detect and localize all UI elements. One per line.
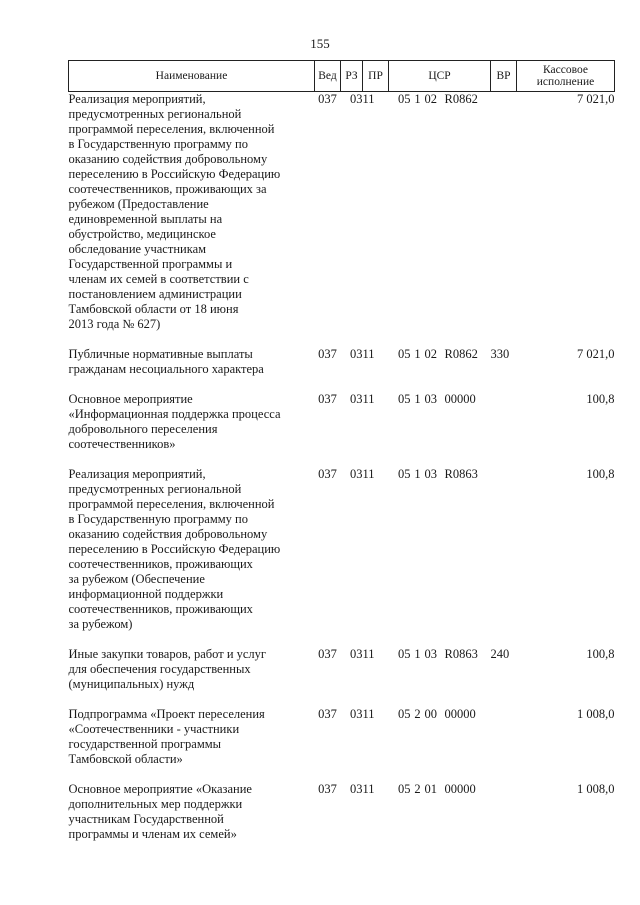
row-name — [69, 467, 315, 632]
table-row — [69, 467, 615, 632]
row-spacer — [69, 377, 615, 392]
name-line: единовременной выплаты на — [68, 212, 223, 226]
csr-part3-cell: 03 — [424, 467, 437, 481]
name-line: Государственной программы и — [68, 257, 233, 271]
csr-part3-cell: 03 — [424, 392, 437, 406]
name-line: участникам Государственной — [68, 812, 224, 826]
ved-cell: 037 — [318, 647, 337, 661]
csr-part1-cell: 05 — [398, 782, 411, 796]
csr-part4-cell: 00000 — [444, 782, 476, 796]
header-amount — [517, 61, 615, 92]
name-line: соотечественников, проживающих за — [68, 182, 267, 196]
table-row — [69, 347, 615, 377]
pr-cell: 11 — [362, 92, 375, 106]
pr-cell: 11 — [362, 347, 375, 361]
name-line: Подпрограмма «Проект переселения — [68, 707, 265, 721]
table-row — [69, 707, 615, 767]
csr-part1-cell: 05 — [398, 347, 411, 361]
rz-cell: 03 — [350, 92, 363, 106]
name-line: постановлением администрации — [68, 287, 242, 301]
row-spacer — [69, 692, 615, 707]
amount-cell: 7 021,0 — [577, 347, 615, 361]
amount-cell: 100,8 — [586, 467, 615, 481]
rz-cell: 03 — [350, 782, 363, 796]
header-name: Наименование — [69, 61, 315, 92]
pr-cell: 11 — [362, 467, 375, 481]
name-line: Реализация мероприятий, — [68, 467, 206, 481]
header-pr: ПР — [363, 61, 389, 92]
rz-cell: 03 — [350, 707, 363, 721]
name-line: Реализация мероприятий, — [68, 92, 206, 106]
name-line: соотечественников» — [68, 437, 176, 451]
name-line: Тамбовской области от 18 июня — [68, 302, 239, 316]
vr-cell: 240 — [490, 647, 510, 661]
name-line: за рубежом) — [68, 617, 133, 631]
vr-cell — [491, 92, 517, 333]
csr-part1-cell: 05 — [398, 392, 411, 406]
row-name — [69, 647, 315, 692]
row-spacer — [69, 632, 615, 647]
amount-cell: 1 008,0 — [577, 707, 615, 721]
name-line: дополнительных мер поддержки — [68, 797, 243, 811]
name-line: за рубежом (Обеспечение — [68, 572, 205, 586]
name-line: (муниципальных) нужд — [68, 677, 195, 691]
row-name — [69, 347, 315, 377]
csr-part1-cell: 05 — [398, 707, 411, 721]
csr-part1-cell: 05 — [398, 647, 411, 661]
rz-cell: 03 — [350, 647, 363, 661]
rz-cell: 03 — [350, 467, 363, 481]
name-line: Иные закупки товаров, работ и услуг — [68, 647, 267, 661]
name-line: членам их семей в соответствии с — [68, 272, 249, 286]
name-line: государственной программы — [68, 737, 222, 751]
name-line: «Соотечественники - участники — [68, 722, 240, 736]
header-rz: РЗ — [341, 61, 363, 92]
pr-cell: 11 — [362, 647, 375, 661]
name-line: в Государственную программу по — [68, 512, 248, 526]
csr-part3-cell: 03 — [424, 647, 437, 661]
csr-part2-cell: 1 — [414, 647, 421, 661]
row-name — [69, 392, 315, 452]
csr-part3-cell: 02 — [424, 347, 437, 361]
rz-cell: 03 — [350, 392, 363, 406]
header-amount-line2: исполнение — [536, 76, 595, 88]
name-line: обустройство, медицинское — [68, 227, 216, 241]
table-row — [69, 647, 615, 692]
row-name — [69, 707, 315, 767]
csr-part2-cell: 2 — [414, 782, 421, 796]
name-line: гражданам несоциального характера — [68, 362, 264, 376]
csr-part4-cell: R0863 — [444, 467, 478, 481]
row-spacer — [69, 332, 615, 347]
csr-part3-cell: 00 — [424, 707, 437, 721]
header-vr: ВР — [491, 61, 517, 92]
table-row — [69, 782, 615, 842]
name-line: программы и членам их семей» — [68, 827, 237, 841]
csr-part2-cell: 2 — [414, 707, 421, 721]
pr-cell: 11 — [362, 782, 375, 796]
name-line: соотечественников, проживающих — [68, 602, 253, 616]
header-amount-line1: Кассовое — [543, 64, 588, 76]
name-line: программой переселения, включенной — [68, 122, 275, 136]
name-line: в Государственную программу по — [68, 137, 248, 151]
table-row — [69, 92, 615, 333]
vr-cell — [491, 467, 517, 632]
csr-part4-cell: R0862 — [444, 92, 478, 106]
name-line: Основное мероприятие «Оказание — [68, 782, 252, 796]
name-line: оказанию содействия добровольному — [68, 152, 268, 166]
pr-cell: 11 — [362, 707, 375, 721]
rz-cell: 03 — [350, 347, 363, 361]
csr-part2-cell: 1 — [414, 392, 421, 406]
budget-table — [68, 60, 615, 842]
header-csr: ЦСР — [389, 61, 491, 92]
name-line: оказанию содействия добровольному — [68, 527, 268, 541]
vr-cell — [491, 707, 517, 767]
name-line: Публичные нормативные выплаты — [68, 347, 253, 361]
csr-part4-cell: R0862 — [444, 347, 478, 361]
amount-cell: 1 008,0 — [577, 782, 615, 796]
ved-cell: 037 — [318, 467, 337, 481]
name-line: Тамбовской области» — [68, 752, 183, 766]
row-name — [69, 782, 315, 842]
ved-cell: 037 — [318, 92, 337, 106]
name-line: 2013 года № 627) — [68, 317, 161, 331]
csr-part2-cell: 1 — [414, 92, 421, 106]
csr-part1-cell: 05 — [398, 92, 411, 106]
csr-part2-cell: 1 — [414, 347, 421, 361]
csr-part4-cell: R0863 — [444, 647, 478, 661]
vr-cell — [491, 782, 517, 842]
page-number: 155 — [310, 36, 330, 51]
vr-cell — [491, 392, 517, 452]
name-line: Основное мероприятие — [68, 392, 193, 406]
csr-part2-cell: 1 — [414, 467, 421, 481]
ved-cell: 037 — [318, 347, 337, 361]
pr-cell: 11 — [362, 392, 375, 406]
csr-part1-cell: 05 — [398, 467, 411, 481]
csr-part4-cell: 00000 — [444, 392, 476, 406]
header-ved: Вед — [315, 61, 341, 92]
amount-cell: 100,8 — [586, 647, 615, 661]
table-row — [69, 392, 615, 452]
table-body — [69, 92, 615, 843]
csr-part3-cell: 02 — [424, 92, 437, 106]
ved-cell: 037 — [318, 782, 337, 796]
name-line: добровольного переселения — [68, 422, 218, 436]
table-header — [69, 61, 615, 92]
vr-cell: 330 — [490, 347, 510, 361]
name-line: программой переселения, включенной — [68, 497, 275, 511]
name-line: предусмотренных региональной — [68, 482, 242, 496]
name-line: предусмотренных региональной — [68, 107, 242, 121]
name-line: для обеспечения государственных — [68, 662, 251, 676]
amount-cell: 100,8 — [586, 392, 615, 406]
ved-cell: 037 — [318, 392, 337, 406]
csr-part3-cell: 01 — [424, 782, 437, 796]
ved-cell: 037 — [318, 707, 337, 721]
name-line: соотечественников, проживающих — [68, 557, 253, 571]
name-line: переселению в Российскую Федерацию — [68, 542, 281, 556]
name-line: рубежом (Предоставление — [68, 197, 209, 211]
name-line: переселению в Российскую Федерацию — [68, 167, 281, 181]
csr-part4-cell: 00000 — [444, 707, 476, 721]
row-name — [69, 92, 315, 333]
row-spacer — [69, 767, 615, 782]
name-line: информационной поддержки — [68, 587, 224, 601]
name-line: обследование участникам — [68, 242, 207, 256]
name-line: «Информационная поддержка процесса — [68, 407, 281, 421]
amount-cell: 7 021,0 — [577, 92, 615, 106]
row-spacer — [69, 452, 615, 467]
